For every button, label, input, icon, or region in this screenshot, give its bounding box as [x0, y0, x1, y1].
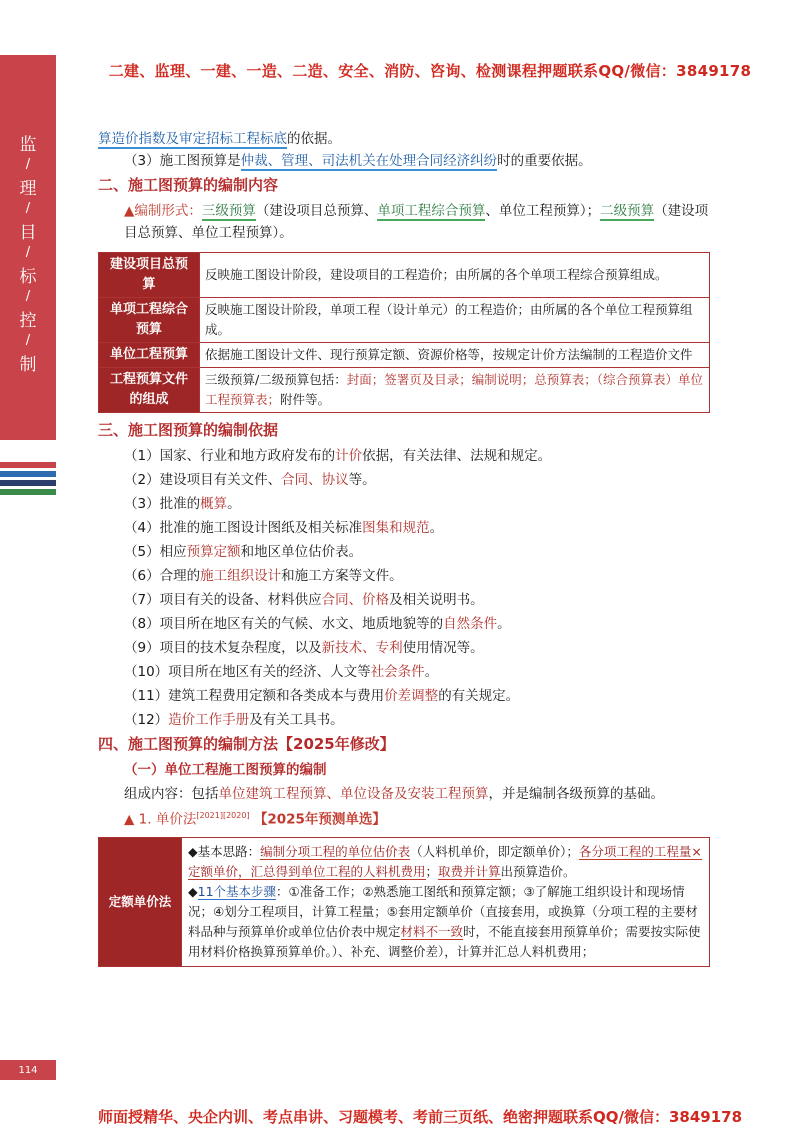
table-row: [99, 298, 710, 343]
side-char: 理: [19, 179, 37, 199]
text: 三级预算/二级预算包括：: [205, 372, 347, 387]
text: ▲ 1. 单价法: [124, 811, 197, 828]
highlight: 图集和规范: [362, 520, 430, 536]
text: ◆: [188, 883, 198, 899]
highlight: 合同、协议: [281, 472, 349, 488]
side-char: 目: [19, 223, 37, 243]
list-item: [124, 637, 710, 659]
side-char: 监: [19, 135, 37, 155]
highlight: 封面；签署页及目录；编制说明；总预算表；（综合预算表）单位工程预算表；: [205, 372, 703, 407]
table-row: [99, 837, 710, 966]
row-text: [200, 368, 710, 413]
text: （3）批准的: [124, 496, 201, 512]
text: 的依据。: [287, 131, 341, 147]
stripe: [0, 480, 56, 486]
text: （人料机单价，即定额单价）；: [410, 843, 579, 859]
list-item: [124, 685, 710, 707]
budget-content-table: [98, 252, 710, 413]
text: 及有关工具书。: [249, 712, 344, 728]
row-label: 建设项目总预算: [99, 253, 200, 298]
text: （建设项目总预算、: [255, 203, 378, 219]
section-4-title: 四、施工图预算的编制方法【2025年修改】: [98, 735, 395, 753]
highlight: 材料不一致: [400, 923, 464, 939]
text: （8）项目所在地区有关的气候、水文、地质地貌等的: [124, 616, 444, 632]
text: 、单位工程预算）；: [485, 203, 601, 219]
text: ；: [425, 863, 439, 879]
list-item: [124, 469, 710, 491]
text: 等。: [348, 472, 376, 488]
text: （5）相应: [124, 544, 187, 560]
row-text: 反映施工图设计阶段，单项工程（设计单元）的工程造价；由所属的各个单位工程预算组成。: [200, 298, 710, 343]
text: 及相关说明书。: [389, 592, 484, 608]
text: 。: [424, 664, 439, 680]
row-label: 工程预算文件的组成: [99, 368, 200, 413]
text: 使用情况等。: [402, 640, 484, 656]
text: （3）施工图预算是: [124, 153, 241, 169]
text: 。: [227, 496, 241, 512]
text: 。: [429, 520, 444, 536]
table-row: [99, 368, 710, 413]
highlight: 造价工作手册: [168, 712, 250, 728]
basis-list: [98, 445, 710, 731]
highlight: 新技术、专利: [321, 640, 403, 656]
side-tab: [0, 55, 56, 440]
list-item: [124, 565, 710, 587]
prediction-note: 【2025年预测单选】: [253, 811, 386, 828]
text: 时，不能直接套用预算单价；需要按实际使用材料价格换算预算单价。）、补充、调整价差），计算并汇总人料机费用；: [188, 923, 701, 959]
unit-price-method-box: [98, 837, 710, 967]
highlight: 自然条件: [443, 616, 498, 632]
method-heading: [98, 805, 710, 831]
text: ：①准备工作；②熟悉施工图纸和预算定额；③了解施工组织设计和现场情况；④划分工程项目，计算工程量；⑤套用定额单价（直接套用，或换算（分项工程的主要材料品种与预算单价或单位估价表中规定: [188, 883, 698, 939]
text: （12）: [124, 712, 169, 728]
text: （1）国家、行业和地方政府发布的: [124, 448, 336, 464]
box-paragraph: [188, 842, 703, 882]
text: 出预算造价。: [500, 863, 576, 879]
text: （4）批准的施工图设计图纸及相关标准: [124, 520, 363, 536]
box-content: [182, 837, 710, 966]
highlight: 11个基本步骤: [197, 883, 277, 899]
text: ，并是编制各级预算的基础。: [488, 786, 664, 802]
highlight: 三级预算: [201, 203, 256, 219]
text: 依据，有关法律、法规和规定。: [362, 448, 552, 464]
text: 时的重要依据。: [497, 153, 592, 169]
highlight: 编制分项工程的单位估价表: [260, 843, 411, 859]
side-tab-label: 监 / 理 / 目 / 标 / 控 / 制: [19, 135, 37, 375]
list-item: [124, 493, 710, 515]
text: （6）合理的: [124, 568, 201, 584]
text: 附件等。: [280, 392, 331, 407]
bottom-banner: 师面授精华、央企内训、考点串讲、习题模考、考前三页纸、绝密押题联系QQ/微信：3849178: [97, 1108, 743, 1126]
section-3-title: 三、施工图预算的编制依据: [98, 421, 279, 439]
table-row: [99, 253, 710, 298]
compose-paragraph: [98, 783, 710, 805]
page-content: [98, 128, 710, 967]
list-item: [124, 613, 710, 635]
section-2-title: 二、施工图预算的编制内容: [98, 176, 279, 194]
text: （2）建设项目有关文件、: [124, 472, 282, 488]
page-number: 114: [0, 1060, 56, 1080]
list-item: [124, 661, 710, 683]
side-char: 标: [19, 267, 37, 287]
highlight: 概算: [200, 496, 228, 512]
text: 。: [497, 616, 511, 632]
highlight: 二级预算: [600, 203, 655, 219]
highlight: 施工组织设计: [200, 568, 282, 584]
row-text: 反映施工图设计阶段，建设项目的工程造价；由所属的各个单项工程综合预算组成。: [200, 253, 710, 298]
highlight: 算造价指数及审定招标工程标底: [98, 131, 287, 147]
text: （10）项目所在地区有关的经济、人文等: [124, 664, 371, 680]
highlight: 价差调整: [384, 688, 439, 704]
intro-line-2: [98, 150, 710, 172]
list-item: [124, 517, 710, 539]
highlight: 社会条件: [370, 664, 425, 680]
highlight: 合同、价格: [321, 592, 390, 608]
stripe: [0, 471, 56, 477]
highlight: 取费并计算: [438, 863, 501, 879]
highlight: 各分项工程的工程量×定额单价，汇总得到单位工程的人料机费用: [188, 843, 702, 879]
box-paragraph: [188, 882, 703, 962]
top-banner: 二建、监理、一建、一造、二造、安全、消防、咨询、检测课程押题联系QQ/微信：3849178: [108, 62, 752, 80]
text: ▲编制形式：: [124, 203, 202, 219]
exam-years: [2021][2020]: [196, 811, 250, 820]
list-item: [124, 541, 710, 563]
highlight: 仲裁、管理、司法机关在处理合同经济纠纷: [240, 153, 498, 169]
side-char: 制: [19, 355, 37, 375]
list-item: [124, 445, 710, 467]
highlight: 计价: [335, 448, 363, 464]
text: （建设项目总预算、单位工程预算）。: [124, 203, 709, 241]
highlight: 单项工程综合预算: [377, 203, 486, 219]
text: 和施工方案等文件。: [281, 568, 403, 584]
list-item: [124, 589, 710, 611]
text: 的有关规定。: [438, 688, 520, 704]
text: （7）项目有关的设备、材料供应: [124, 592, 322, 608]
text: 组成内容：包括: [124, 786, 219, 802]
list-item: [124, 709, 710, 731]
box-label: 定额单价法: [99, 837, 182, 966]
text: （11）建筑工程费用定额和各类成本与费用: [124, 688, 385, 704]
highlight: 预算定额: [186, 544, 241, 560]
text: 和地区单位估价表。: [240, 544, 363, 560]
form-paragraph: [98, 200, 710, 244]
intro-line-1: [98, 128, 710, 150]
table-row: [99, 343, 710, 368]
row-label: 单位工程预算: [99, 343, 200, 368]
highlight: 单位建筑工程预算、单位设备及安装工程预算: [218, 786, 489, 802]
row-label: 单项工程综合预算: [99, 298, 200, 343]
stripe: [0, 462, 56, 468]
stripe: [0, 489, 56, 495]
side-stripes: [0, 462, 56, 498]
row-text: 依据施工图设计文件、现行预算定额、资源价格等，按规定计价方法编制的工程造价文件: [200, 343, 710, 368]
text: （9）项目的技术复杂程度，以及: [124, 640, 322, 656]
text: ◆基本思路：: [188, 843, 261, 859]
section-4-subtitle: （一）单位工程施工图预算的编制: [124, 762, 327, 778]
side-char: 控: [19, 311, 37, 331]
